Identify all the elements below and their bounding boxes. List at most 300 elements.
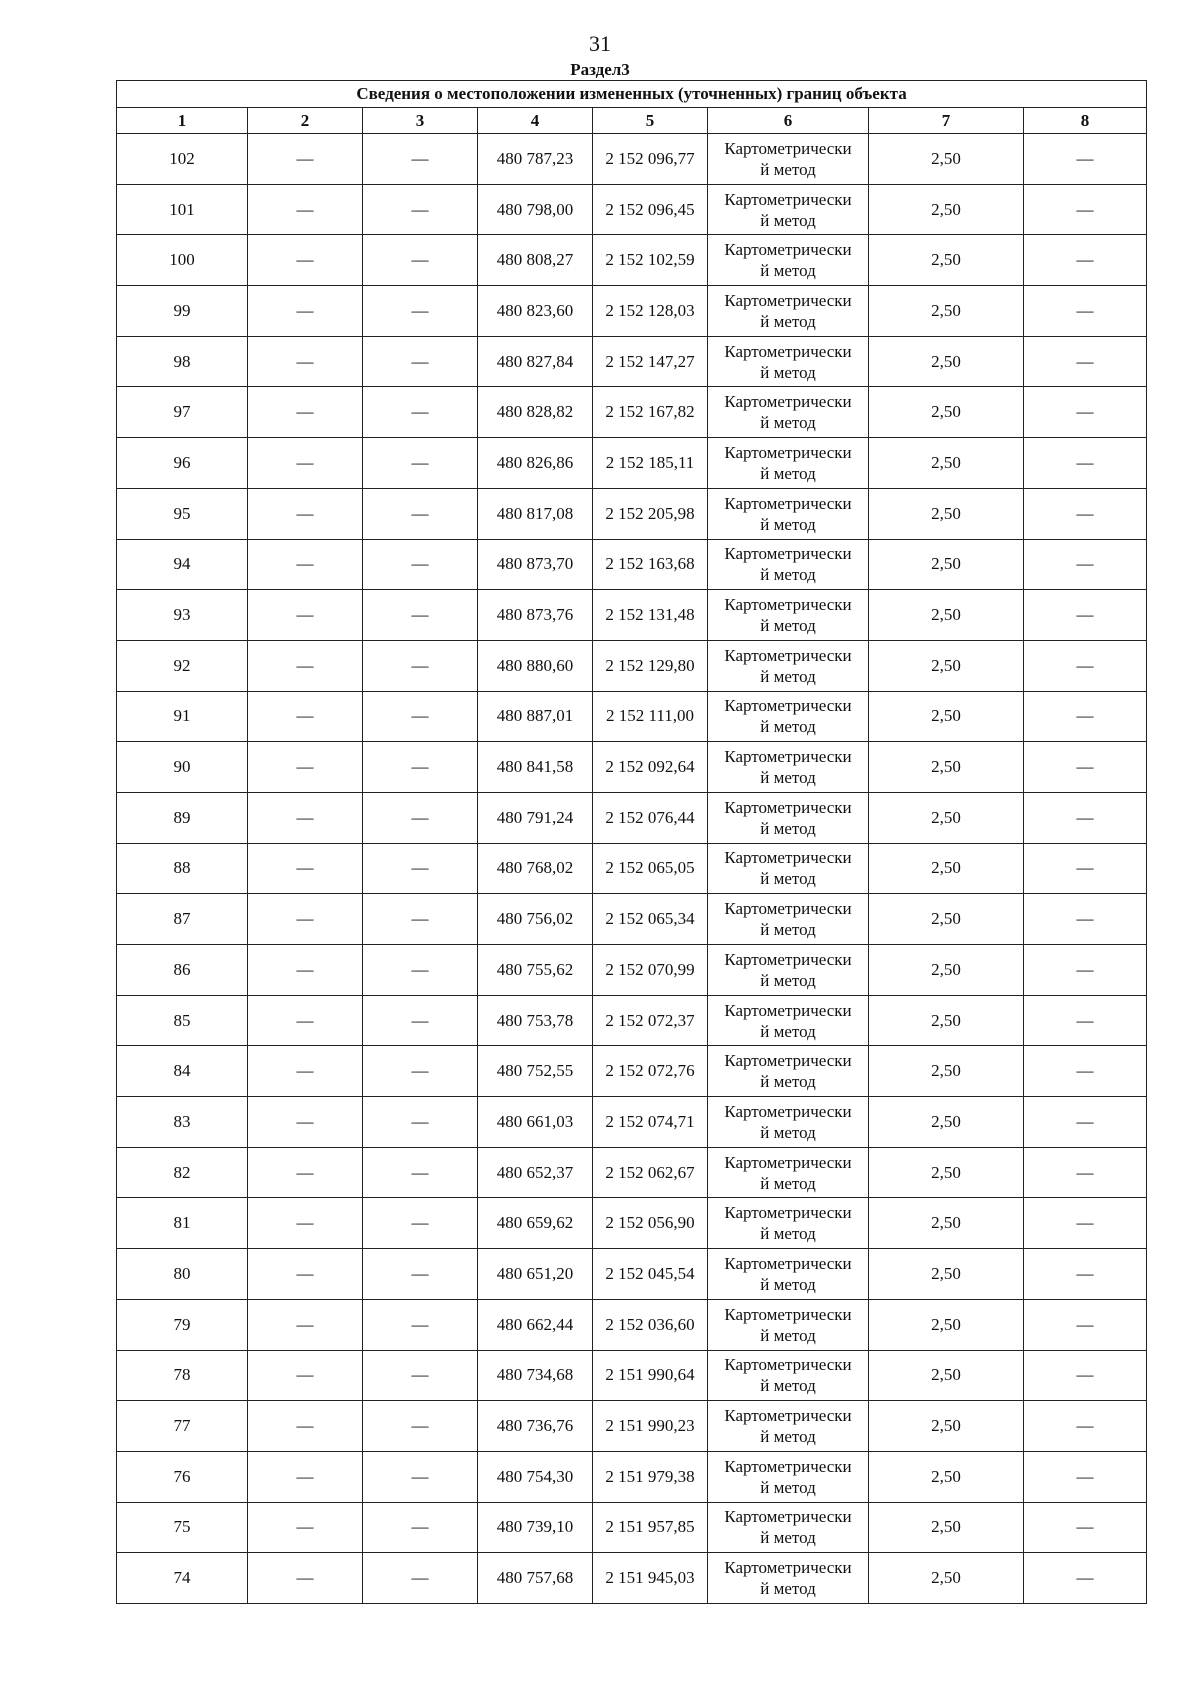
y-coordinate-cell: 2 152 072,37 — [593, 995, 708, 1046]
method-cell — [708, 539, 869, 590]
x-coordinate-cell: 480 756,02 — [478, 894, 593, 945]
column-3-cell: — — [363, 843, 478, 894]
accuracy-cell: 2,50 — [869, 1350, 1024, 1401]
method-text-line-1: Картометрически — [724, 1000, 852, 1020]
method-cell — [708, 488, 869, 539]
column-8-cell: — — [1024, 742, 1147, 793]
table-row — [117, 1097, 1147, 1148]
accuracy-cell: 2,50 — [869, 1147, 1024, 1198]
column-2-cell: — — [248, 590, 363, 641]
column-3-cell: — — [363, 184, 478, 235]
accuracy-cell: 2,50 — [869, 945, 1024, 996]
column-2-cell: — — [248, 894, 363, 945]
table-row — [117, 1553, 1147, 1604]
point-number-cell: 89 — [117, 792, 248, 843]
y-coordinate-cell: 2 152 056,90 — [593, 1198, 708, 1249]
method-cell — [708, 590, 869, 641]
method-text-line-1: Картометрически — [724, 1558, 852, 1578]
accuracy-cell: 2,50 — [869, 387, 1024, 438]
method-text-line-2: й метод — [760, 717, 816, 737]
table-row — [117, 640, 1147, 691]
method-cell — [708, 286, 869, 337]
y-coordinate-cell: 2 151 945,03 — [593, 1553, 708, 1604]
method-text-line-2: й метод — [760, 869, 816, 889]
y-coordinate-cell: 2 152 065,34 — [593, 894, 708, 945]
accuracy-cell: 2,50 — [869, 134, 1024, 185]
accuracy-cell: 2,50 — [869, 235, 1024, 286]
point-number-cell: 78 — [117, 1350, 248, 1401]
y-coordinate-cell: 2 151 990,23 — [593, 1401, 708, 1452]
x-coordinate-cell: 480 755,62 — [478, 945, 593, 996]
point-number-cell: 81 — [117, 1198, 248, 1249]
method-cell — [708, 1401, 869, 1452]
point-number-cell: 93 — [117, 590, 248, 641]
method-text-line-1: Картометрически — [724, 189, 852, 209]
method-cell — [708, 1198, 869, 1249]
column-3-cell: — — [363, 1046, 478, 1097]
column-8-cell: — — [1024, 134, 1147, 185]
x-coordinate-cell: 480 757,68 — [478, 1553, 593, 1604]
method-cell — [708, 843, 869, 894]
method-cell — [708, 134, 869, 185]
point-number-cell: 97 — [117, 387, 248, 438]
x-coordinate-cell: 480 873,76 — [478, 590, 593, 641]
table-row — [117, 488, 1147, 539]
method-text-line-2: й метод — [760, 1528, 816, 1548]
x-coordinate-cell: 480 828,82 — [478, 387, 593, 438]
method-text-line-1: Картометрически — [724, 290, 852, 310]
method-cell — [708, 742, 869, 793]
method-cell — [708, 691, 869, 742]
column-8-cell: — — [1024, 995, 1147, 1046]
column-3-cell: — — [363, 1553, 478, 1604]
x-coordinate-cell: 480 651,20 — [478, 1249, 593, 1300]
column-3-cell: — — [363, 438, 478, 489]
y-coordinate-cell: 2 152 092,64 — [593, 742, 708, 793]
method-text-line-2: й метод — [760, 768, 816, 788]
method-text-line-2: й метод — [760, 666, 816, 686]
y-coordinate-cell: 2 152 045,54 — [593, 1249, 708, 1300]
method-cell — [708, 336, 869, 387]
y-coordinate-cell: 2 152 065,05 — [593, 843, 708, 894]
column-header: 7 — [869, 108, 1024, 134]
method-cell — [708, 1553, 869, 1604]
column-8-cell: — — [1024, 235, 1147, 286]
table-row — [117, 1198, 1147, 1249]
point-number-cell: 98 — [117, 336, 248, 387]
accuracy-cell: 2,50 — [869, 1299, 1024, 1350]
column-2-cell: — — [248, 1451, 363, 1502]
point-number-cell: 91 — [117, 691, 248, 742]
column-3-cell: — — [363, 336, 478, 387]
point-number-cell: 100 — [117, 235, 248, 286]
method-text-line-1: Картометрически — [724, 1507, 852, 1527]
x-coordinate-cell: 480 752,55 — [478, 1046, 593, 1097]
method-text-line-2: й метод — [760, 514, 816, 534]
method-text-line-2: й метод — [760, 970, 816, 990]
accuracy-cell: 2,50 — [869, 1401, 1024, 1452]
column-8-cell: — — [1024, 184, 1147, 235]
table-row — [117, 742, 1147, 793]
x-coordinate-cell: 480 808,27 — [478, 235, 593, 286]
x-coordinate-cell: 480 753,78 — [478, 995, 593, 1046]
point-number-cell: 77 — [117, 1401, 248, 1452]
method-text-line-2: й метод — [760, 565, 816, 585]
table-row — [117, 1249, 1147, 1300]
method-text-line-1: Картометрически — [724, 1406, 852, 1426]
method-text-line-1: Картометрически — [724, 544, 852, 564]
method-text-line-1: Картометрически — [724, 138, 852, 158]
accuracy-cell: 2,50 — [869, 1249, 1024, 1300]
column-3-cell: — — [363, 1350, 478, 1401]
accuracy-cell: 2,50 — [869, 286, 1024, 337]
method-text-line-2: й метод — [760, 616, 816, 636]
column-2-cell: — — [248, 336, 363, 387]
table-caption-row — [117, 81, 1147, 108]
method-text-line-2: й метод — [760, 818, 816, 838]
y-coordinate-cell: 2 152 167,82 — [593, 387, 708, 438]
method-text-line-2: й метод — [760, 1579, 816, 1599]
column-8-cell: — — [1024, 1046, 1147, 1097]
column-header: 2 — [248, 108, 363, 134]
column-3-cell: — — [363, 1502, 478, 1553]
table-row — [117, 590, 1147, 641]
accuracy-cell: 2,50 — [869, 995, 1024, 1046]
method-text-line-2: й метод — [760, 463, 816, 483]
column-number-row — [117, 108, 1147, 134]
table-row — [117, 1401, 1147, 1452]
table-row — [117, 134, 1147, 185]
method-cell — [708, 1249, 869, 1300]
column-2-cell: — — [248, 691, 363, 742]
column-8-cell: — — [1024, 336, 1147, 387]
table-row — [117, 235, 1147, 286]
method-text-line-1: Картометрически — [724, 341, 852, 361]
accuracy-cell: 2,50 — [869, 691, 1024, 742]
method-cell — [708, 235, 869, 286]
y-coordinate-cell: 2 151 990,64 — [593, 1350, 708, 1401]
column-header: 1 — [117, 108, 248, 134]
method-text-line-2: й метод — [760, 1376, 816, 1396]
x-coordinate-cell: 480 768,02 — [478, 843, 593, 894]
column-2-cell: — — [248, 438, 363, 489]
column-3-cell: — — [363, 235, 478, 286]
method-text-line-1: Картометрически — [724, 1304, 852, 1324]
method-text-line-2: й метод — [760, 1122, 816, 1142]
method-text-line-1: Картометрически — [724, 797, 852, 817]
point-number-cell: 94 — [117, 539, 248, 590]
y-coordinate-cell: 2 152 111,00 — [593, 691, 708, 742]
column-3-cell: — — [363, 894, 478, 945]
column-2-cell: — — [248, 286, 363, 337]
y-coordinate-cell: 2 152 072,76 — [593, 1046, 708, 1097]
column-2-cell: — — [248, 945, 363, 996]
accuracy-cell: 2,50 — [869, 590, 1024, 641]
method-text-line-2: й метод — [760, 210, 816, 230]
column-3-cell: — — [363, 1299, 478, 1350]
point-number-cell: 76 — [117, 1451, 248, 1502]
column-8-cell: — — [1024, 1553, 1147, 1604]
accuracy-cell: 2,50 — [869, 843, 1024, 894]
y-coordinate-cell: 2 152 074,71 — [593, 1097, 708, 1148]
column-2-cell: — — [248, 1046, 363, 1097]
table-row — [117, 1502, 1147, 1553]
method-text-line-1: Картометрически — [724, 899, 852, 919]
x-coordinate-cell: 480 827,84 — [478, 336, 593, 387]
method-text-line-1: Картометрически — [724, 493, 852, 513]
table-caption: Сведения о местоположении измененных (уточненных) границ объекта — [117, 81, 1147, 108]
y-coordinate-cell: 2 152 062,67 — [593, 1147, 708, 1198]
method-text-line-1: Картометрически — [724, 442, 852, 462]
table-row — [117, 286, 1147, 337]
column-3-cell: — — [363, 1198, 478, 1249]
x-coordinate-cell: 480 739,10 — [478, 1502, 593, 1553]
column-2-cell: — — [248, 1401, 363, 1452]
column-2-cell: — — [248, 792, 363, 843]
y-coordinate-cell: 2 152 128,03 — [593, 286, 708, 337]
column-2-cell: — — [248, 1198, 363, 1249]
point-number-cell: 85 — [117, 995, 248, 1046]
y-coordinate-cell: 2 152 163,68 — [593, 539, 708, 590]
method-text-line-1: Картометрически — [724, 392, 852, 412]
column-2-cell: — — [248, 134, 363, 185]
x-coordinate-cell: 480 823,60 — [478, 286, 593, 337]
point-number-cell: 75 — [117, 1502, 248, 1553]
column-3-cell: — — [363, 1451, 478, 1502]
table-body — [117, 134, 1147, 1604]
point-number-cell: 82 — [117, 1147, 248, 1198]
method-text-line-2: й метод — [760, 1427, 816, 1447]
column-8-cell: — — [1024, 387, 1147, 438]
column-8-cell: — — [1024, 1401, 1147, 1452]
x-coordinate-cell: 480 736,76 — [478, 1401, 593, 1452]
column-2-cell: — — [248, 235, 363, 286]
method-text-line-2: й метод — [760, 1021, 816, 1041]
accuracy-cell: 2,50 — [869, 184, 1024, 235]
column-header: 6 — [708, 108, 869, 134]
method-text-line-1: Картометрически — [724, 1152, 852, 1172]
table-row — [117, 1350, 1147, 1401]
column-3-cell: — — [363, 1249, 478, 1300]
point-number-cell: 99 — [117, 286, 248, 337]
page-number: 31 — [589, 31, 611, 56]
table-row — [117, 539, 1147, 590]
column-3-cell: — — [363, 1401, 478, 1452]
x-coordinate-cell: 480 791,24 — [478, 792, 593, 843]
column-3-cell: — — [363, 995, 478, 1046]
y-coordinate-cell: 2 152 131,48 — [593, 590, 708, 641]
table-row — [117, 995, 1147, 1046]
column-2-cell: — — [248, 742, 363, 793]
section-title: Раздел3 — [570, 60, 630, 79]
accuracy-cell: 2,50 — [869, 640, 1024, 691]
method-cell — [708, 945, 869, 996]
column-2-cell: — — [248, 1350, 363, 1401]
column-8-cell: — — [1024, 1147, 1147, 1198]
accuracy-cell: 2,50 — [869, 1502, 1024, 1553]
table-row — [117, 1299, 1147, 1350]
boundary-coordinates-table — [116, 80, 1147, 1604]
accuracy-cell: 2,50 — [869, 1046, 1024, 1097]
y-coordinate-cell: 2 152 147,27 — [593, 336, 708, 387]
method-cell — [708, 1299, 869, 1350]
method-text-line-2: й метод — [760, 920, 816, 940]
x-coordinate-cell: 480 787,23 — [478, 134, 593, 185]
x-coordinate-cell: 480 652,37 — [478, 1147, 593, 1198]
point-number-cell: 95 — [117, 488, 248, 539]
column-8-cell: — — [1024, 286, 1147, 337]
column-8-cell: — — [1024, 1097, 1147, 1148]
method-cell — [708, 1046, 869, 1097]
column-2-cell: — — [248, 1097, 363, 1148]
column-3-cell: — — [363, 945, 478, 996]
column-8-cell: — — [1024, 488, 1147, 539]
point-number-cell: 86 — [117, 945, 248, 996]
table-row — [117, 894, 1147, 945]
method-text-line-2: й метод — [760, 1173, 816, 1193]
method-text-line-1: Картометрически — [724, 1203, 852, 1223]
column-8-cell: — — [1024, 640, 1147, 691]
column-2-cell: — — [248, 184, 363, 235]
method-text-line-1: Картометрически — [724, 747, 852, 767]
point-number-cell: 74 — [117, 1553, 248, 1604]
method-cell — [708, 438, 869, 489]
column-2-cell: — — [248, 539, 363, 590]
column-2-cell: — — [248, 640, 363, 691]
y-coordinate-cell: 2 152 096,45 — [593, 184, 708, 235]
x-coordinate-cell: 480 659,62 — [478, 1198, 593, 1249]
column-3-cell: — — [363, 286, 478, 337]
column-8-cell: — — [1024, 843, 1147, 894]
x-coordinate-cell: 480 662,44 — [478, 1299, 593, 1350]
x-coordinate-cell: 480 880,60 — [478, 640, 593, 691]
method-text-line-2: й метод — [760, 1072, 816, 1092]
table-row — [117, 1046, 1147, 1097]
y-coordinate-cell: 2 151 957,85 — [593, 1502, 708, 1553]
column-8-cell: — — [1024, 590, 1147, 641]
column-2-cell: — — [248, 1502, 363, 1553]
method-cell — [708, 387, 869, 438]
accuracy-cell: 2,50 — [869, 1451, 1024, 1502]
accuracy-cell: 2,50 — [869, 1553, 1024, 1604]
method-cell — [708, 1502, 869, 1553]
column-3-cell: — — [363, 1097, 478, 1148]
column-8-cell: — — [1024, 438, 1147, 489]
column-8-cell: — — [1024, 945, 1147, 996]
method-cell — [708, 792, 869, 843]
y-coordinate-cell: 2 152 036,60 — [593, 1299, 708, 1350]
method-text-line-1: Картометрически — [724, 240, 852, 260]
column-3-cell: — — [363, 134, 478, 185]
x-coordinate-cell: 480 798,00 — [478, 184, 593, 235]
point-number-cell: 96 — [117, 438, 248, 489]
table-row — [117, 387, 1147, 438]
method-cell — [708, 184, 869, 235]
column-header: 8 — [1024, 108, 1147, 134]
method-cell — [708, 1350, 869, 1401]
column-2-cell: — — [248, 1249, 363, 1300]
y-coordinate-cell: 2 152 205,98 — [593, 488, 708, 539]
accuracy-cell: 2,50 — [869, 488, 1024, 539]
method-text-line-1: Картометрически — [724, 848, 852, 868]
method-text-line-2: й метод — [760, 159, 816, 179]
accuracy-cell: 2,50 — [869, 894, 1024, 945]
method-text-line-2: й метод — [760, 362, 816, 382]
y-coordinate-cell: 2 152 185,11 — [593, 438, 708, 489]
column-3-cell: — — [363, 387, 478, 438]
column-2-cell: — — [248, 1299, 363, 1350]
column-8-cell: — — [1024, 691, 1147, 742]
x-coordinate-cell: 480 826,86 — [478, 438, 593, 489]
method-text-line-2: й метод — [760, 311, 816, 331]
column-3-cell: — — [363, 1147, 478, 1198]
method-text-line-2: й метод — [760, 1224, 816, 1244]
x-coordinate-cell: 480 887,01 — [478, 691, 593, 742]
method-text-line-2: й метод — [760, 1477, 816, 1497]
y-coordinate-cell: 2 151 979,38 — [593, 1451, 708, 1502]
point-number-cell: 92 — [117, 640, 248, 691]
column-8-cell: — — [1024, 1299, 1147, 1350]
column-3-cell: — — [363, 691, 478, 742]
x-coordinate-cell: 480 754,30 — [478, 1451, 593, 1502]
accuracy-cell: 2,50 — [869, 792, 1024, 843]
method-text-line-1: Картометрически — [724, 645, 852, 665]
column-8-cell: — — [1024, 1451, 1147, 1502]
point-number-cell: 90 — [117, 742, 248, 793]
x-coordinate-cell: 480 817,08 — [478, 488, 593, 539]
point-number-cell: 101 — [117, 184, 248, 235]
column-8-cell: — — [1024, 1350, 1147, 1401]
table-row — [117, 184, 1147, 235]
method-cell — [708, 894, 869, 945]
table-row — [117, 1147, 1147, 1198]
column-2-cell: — — [248, 843, 363, 894]
point-number-cell: 84 — [117, 1046, 248, 1097]
method-text-line-1: Картометрически — [724, 949, 852, 969]
y-coordinate-cell: 2 152 129,80 — [593, 640, 708, 691]
x-coordinate-cell: 480 661,03 — [478, 1097, 593, 1148]
method-text-line-1: Картометрически — [724, 1051, 852, 1071]
column-8-cell: — — [1024, 792, 1147, 843]
column-3-cell: — — [363, 742, 478, 793]
column-3-cell: — — [363, 488, 478, 539]
column-3-cell: — — [363, 640, 478, 691]
table-row — [117, 691, 1147, 742]
x-coordinate-cell: 480 873,70 — [478, 539, 593, 590]
method-text-line-1: Картометрически — [724, 1101, 852, 1121]
point-number-cell: 80 — [117, 1249, 248, 1300]
y-coordinate-cell: 2 152 070,99 — [593, 945, 708, 996]
method-text-line-2: й метод — [760, 1274, 816, 1294]
column-2-cell: — — [248, 387, 363, 438]
method-text-line-1: Картометрически — [724, 595, 852, 615]
column-2-cell: — — [248, 1553, 363, 1604]
x-coordinate-cell: 480 734,68 — [478, 1350, 593, 1401]
column-8-cell: — — [1024, 539, 1147, 590]
point-number-cell: 79 — [117, 1299, 248, 1350]
column-8-cell: — — [1024, 1198, 1147, 1249]
table-row — [117, 843, 1147, 894]
column-3-cell: — — [363, 590, 478, 641]
x-coordinate-cell: 480 841,58 — [478, 742, 593, 793]
method-text-line-1: Картометрически — [724, 696, 852, 716]
column-header: 4 — [478, 108, 593, 134]
method-cell — [708, 1147, 869, 1198]
point-number-cell: 87 — [117, 894, 248, 945]
point-number-cell: 88 — [117, 843, 248, 894]
method-cell — [708, 1097, 869, 1148]
method-text-line-1: Картометрически — [724, 1355, 852, 1375]
